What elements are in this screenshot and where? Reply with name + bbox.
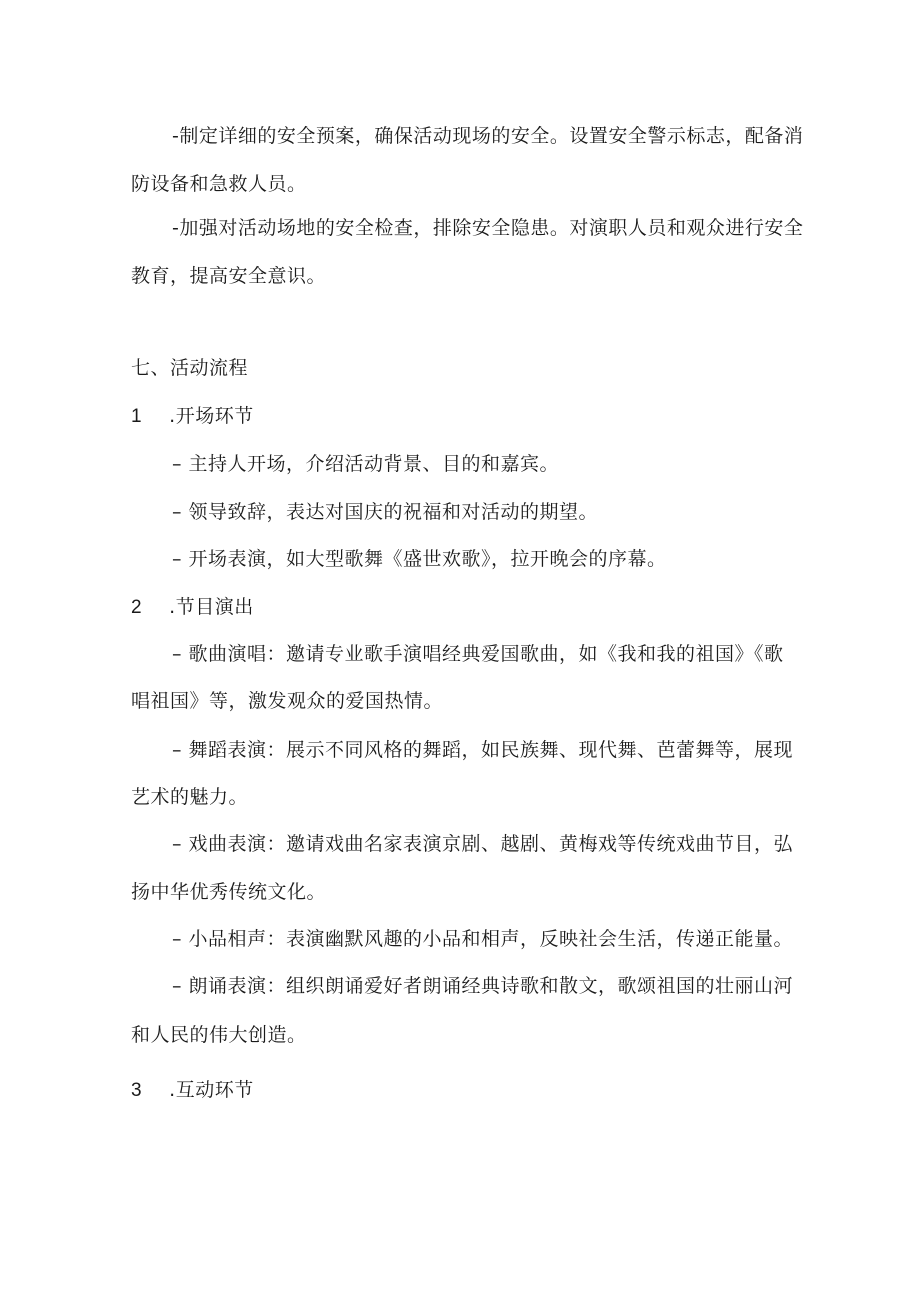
subsection-number: 1: [131, 406, 143, 427]
list-item-continuation: 艺术的魅力。: [131, 786, 249, 808]
list-item: – 朗诵表演：组织朗诵爱好者朗诵经典诗歌和散文，歌颂祖国的壮丽山河: [172, 975, 794, 997]
subsection-heading-1: [131, 404, 254, 429]
subsection-heading-2: [131, 595, 254, 620]
list-item: – 领导致辞，表达对国庆的祝福和对活动的期望。: [172, 501, 599, 523]
safety-check-line-1: -加强对活动场地的安全检查，排除安全隐患。对演职人员和观众进行安全: [172, 217, 804, 239]
subsection-title: .开场环节: [169, 405, 254, 427]
subsection-number: 2: [131, 597, 143, 618]
subsection-number: 3: [131, 1080, 143, 1101]
safety-plan-line-1: -制定详细的安全预案，确保活动现场的安全。设置安全警示标志，配备消: [172, 125, 804, 147]
list-item-continuation: 唱祖国》等，激发观众的爱国热情。: [131, 690, 444, 712]
section-title: 七、活动流程: [131, 357, 249, 379]
list-item: – 戏曲表演：邀请戏曲名家表演京剧、越剧、黄梅戏等传统戏曲节目，弘: [172, 833, 794, 855]
list-item-continuation: 扬中华优秀传统文化。: [131, 881, 327, 903]
list-item: – 舞蹈表演：展示不同风格的舞蹈，如民族舞、现代舞、芭蕾舞等，展现: [172, 739, 794, 761]
subsection-title: .互动环节: [169, 1079, 254, 1101]
subsection-title: .节目演出: [169, 596, 254, 618]
list-item: – 开场表演，如大型歌舞《盛世欢歌》，拉开晚会的序幕。: [172, 548, 667, 570]
list-item-continuation: 和人民的伟大创造。: [131, 1024, 307, 1046]
list-item: – 歌曲演唱：邀请专业歌手演唱经典爱国歌曲，如《我和我的祖国》《歌: [172, 643, 784, 665]
list-item: – 主持人开场，介绍活动背景、目的和嘉宾。: [172, 453, 560, 475]
safety-check-line-2: 教育，提高安全意识。: [131, 265, 327, 287]
safety-plan-line-2: 防设备和急救人员。: [131, 173, 307, 195]
list-item: – 小品相声：表演幽默风趣的小品和相声，反映社会生活，传递正能量。: [172, 928, 794, 950]
subsection-heading-3: [131, 1078, 254, 1103]
